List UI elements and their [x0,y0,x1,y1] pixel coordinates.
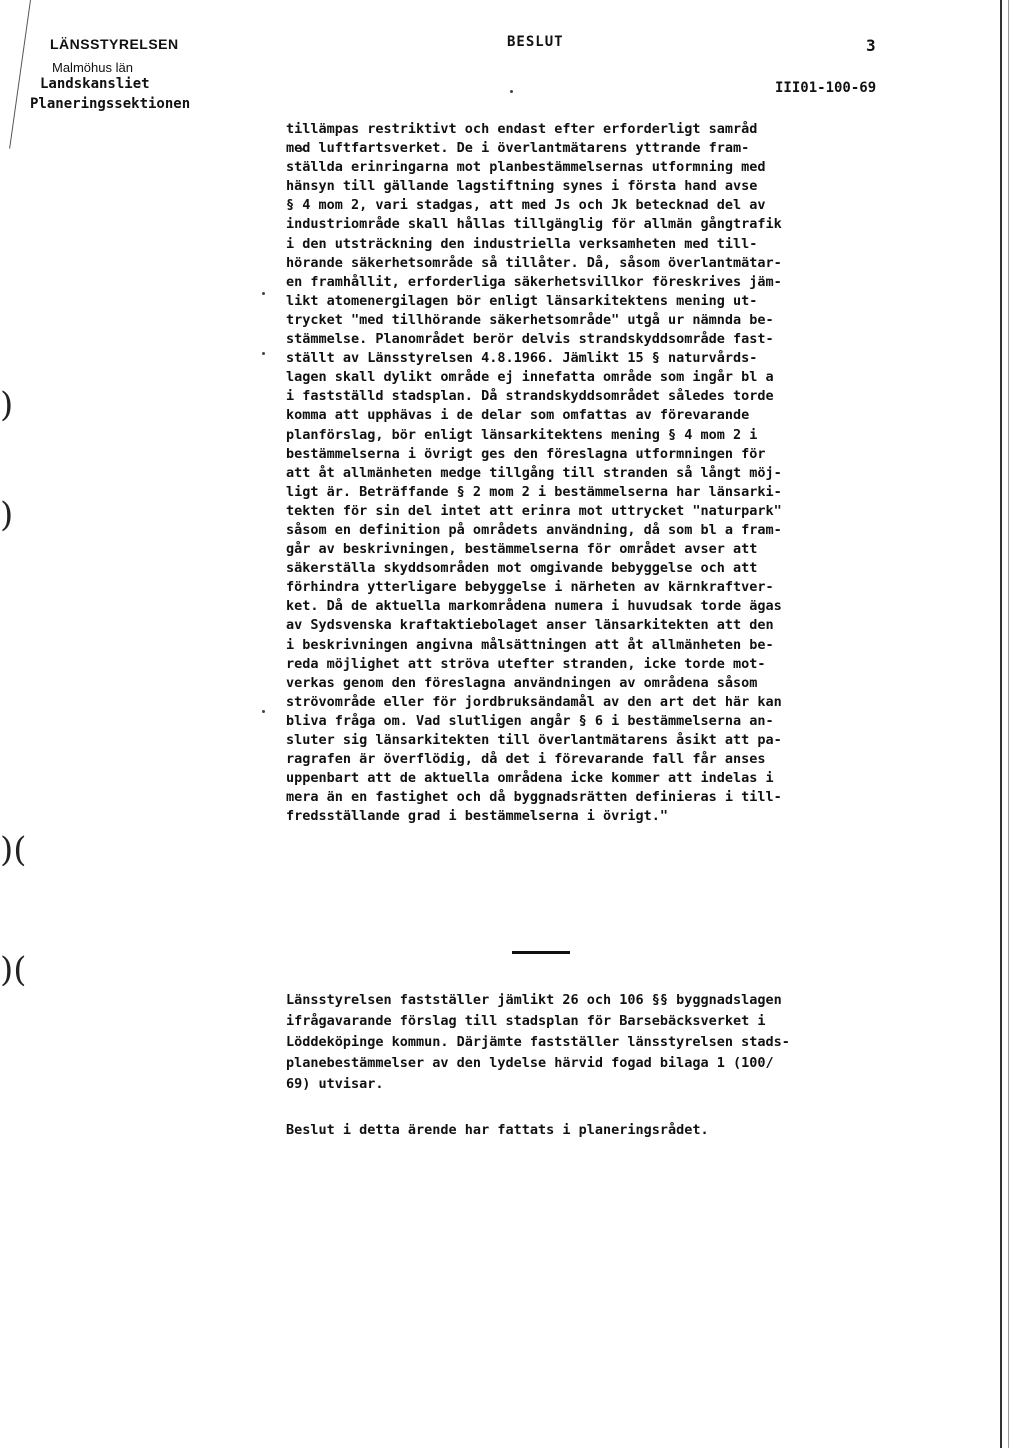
scan-speck [262,710,265,713]
text-line: reda möjlighet att ströva utefter stranden, icke torde mot- [286,655,766,672]
text-line: likt atomenergilagen bör enligt länsarkitektens mening ut- [286,292,758,309]
text-line: såsom en definition på områdets användning, då som bl a fram- [286,521,782,538]
text-line: verkas genom den föreslagna användningen av områdena såsom [286,674,758,691]
text-line: ställt av Länsstyrelsen 4.8.1966. Jämlikt 15 § naturvårds- [286,350,758,367]
text-line: planebestämmelser av den lydelse härvid fogad bilaga 1 (100/ [286,1055,774,1071]
text-line: hänsyn till gällande lagstiftning synes i första hand avse [286,178,758,195]
text-line: sluter sig länsarkitekten till överlantmätarens åsikt att pa- [286,732,782,748]
decision-text [286,990,998,1095]
text-line: fredsställande grad i bestämmelserna i övrigt." [286,808,669,825]
text-line: säkerställa skyddsområden mot omgivande bebyggelse och att [286,560,758,577]
text-line: ifrågavarande förslag till stadsplan för Barsebäcksverket i [286,1013,766,1029]
page-number: 3 [866,36,876,55]
text-line: ket. Då de aktuella markområdena numera i huvudsak torde ägas [286,598,782,615]
scan-speck [262,292,265,295]
text-line: bliva fråga om. Vad slutligen angår § 6 i bestämmelserna an- [286,712,774,729]
county-name: Malmöhus län [52,60,133,75]
text-line: stämmelse. Planområdet berör delvis strandskyddsområde fast- [286,331,774,348]
text-line: uppenbart att de aktuella områdena icke kommer att indelas i [286,770,774,787]
text-line: komma att upphävas i de delar som omfattas av förevarande [286,407,750,424]
binder-mark: ) [0,495,14,535]
text-line: av Sydsvenska kraftaktiebolaget anser länsarkitekten att den [286,617,774,634]
text-line: planförslag, bör enligt länsarkitektens mening § 4 mom 2 i [286,426,758,443]
text-line: ligt är. Beträffande § 2 mom 2 i bestämmelserna har länsarki- [286,483,782,500]
text-line: industriområde skall hållas tillgänglig för allmän gångtrafik [286,216,782,233]
text-line: lagen skall dylikt område ej innefatta område som ingår bl a [286,369,774,386]
office-name: Landskansliet [40,76,150,92]
page-edge-line [9,0,31,149]
right-border-line [1000,0,1002,1448]
text-line: att åt allmänheten medge tillgång till stranden så långt möj- [286,464,782,481]
text-line: i den utsträckning den industriella verksamheten med till- [286,235,758,252]
text-line: en framhållit, erforderliga säkerhetsvillkor föreskrives jäm- [286,273,782,290]
text-line: Löddeköpinge kommun. Därjämte fastställer länsstyrelsen stads- [286,1034,790,1050]
text-line: strövområde eller för jordbruksändamål av den art det här kan [286,693,782,710]
scan-speck [262,352,265,355]
section-name: Planeringssektionen [30,96,191,112]
body-text [286,120,996,826]
text-line: Länsstyrelsen fastställer jämlikt 26 och 106 §§ byggnadslagen [286,992,782,1008]
document-title: BESLUT [507,34,564,50]
text-line: förhindra ytterligare bebyggelse i närheten av kärnkraftver- [286,579,774,596]
binder-mark: )( [0,830,27,870]
text-line: ragrafen är överflödig, då det i förevarande fall får anses [286,751,766,768]
text-line: bestämmelserna i övrigt ges den föreslagna utformningen för [286,445,766,462]
organization-name: LÄNSSTYRELSEN [50,36,179,52]
text-line: ställda erinringarna mot planbestämmelsernas utformning med [286,159,766,176]
text-line: med luftfartsverket. De i överlantmätarens yttrande fram- [286,140,750,157]
text-line: i beskrivningen angivna målsättningen att åt allmänheten be- [286,636,774,653]
binder-mark: ) [0,385,14,425]
text-line: tekten för sin del intet att erinra mot uttrycket "naturpark" [286,502,782,519]
section-divider [512,951,570,954]
text-line: 69) utvisar. [286,1076,384,1092]
text-line: mera än en fastighet och då byggnadsrätten definieras i till- [286,789,782,806]
right-border-line-faint [1008,0,1009,1448]
text-line: § 4 mom 2, vari stadgas, att med Js och Jk betecknad del av [286,197,766,214]
text-line: går av beskrivningen, bestämmelserna för området avser att [286,541,758,558]
text-line: i fastställd stadsplan. Då strandskyddsområdet således torde [286,388,774,405]
text-line: trycket "med tillhörande säkerhetsområde" utgå ur nämnda be- [286,311,774,328]
reference-number: III01-100-69 [775,80,877,96]
text-line: hörande säkerhetsområde så tillåter. Då, såsom överlantmätar- [286,254,782,271]
text-line: tillämpas restriktivt och endast efter erforderligt samråd [286,121,758,137]
scan-speck [510,90,513,93]
closing-statement: Beslut i detta ärende har fattats i planeringsrådet. [286,1122,709,1138]
binder-mark: )( [0,950,27,990]
